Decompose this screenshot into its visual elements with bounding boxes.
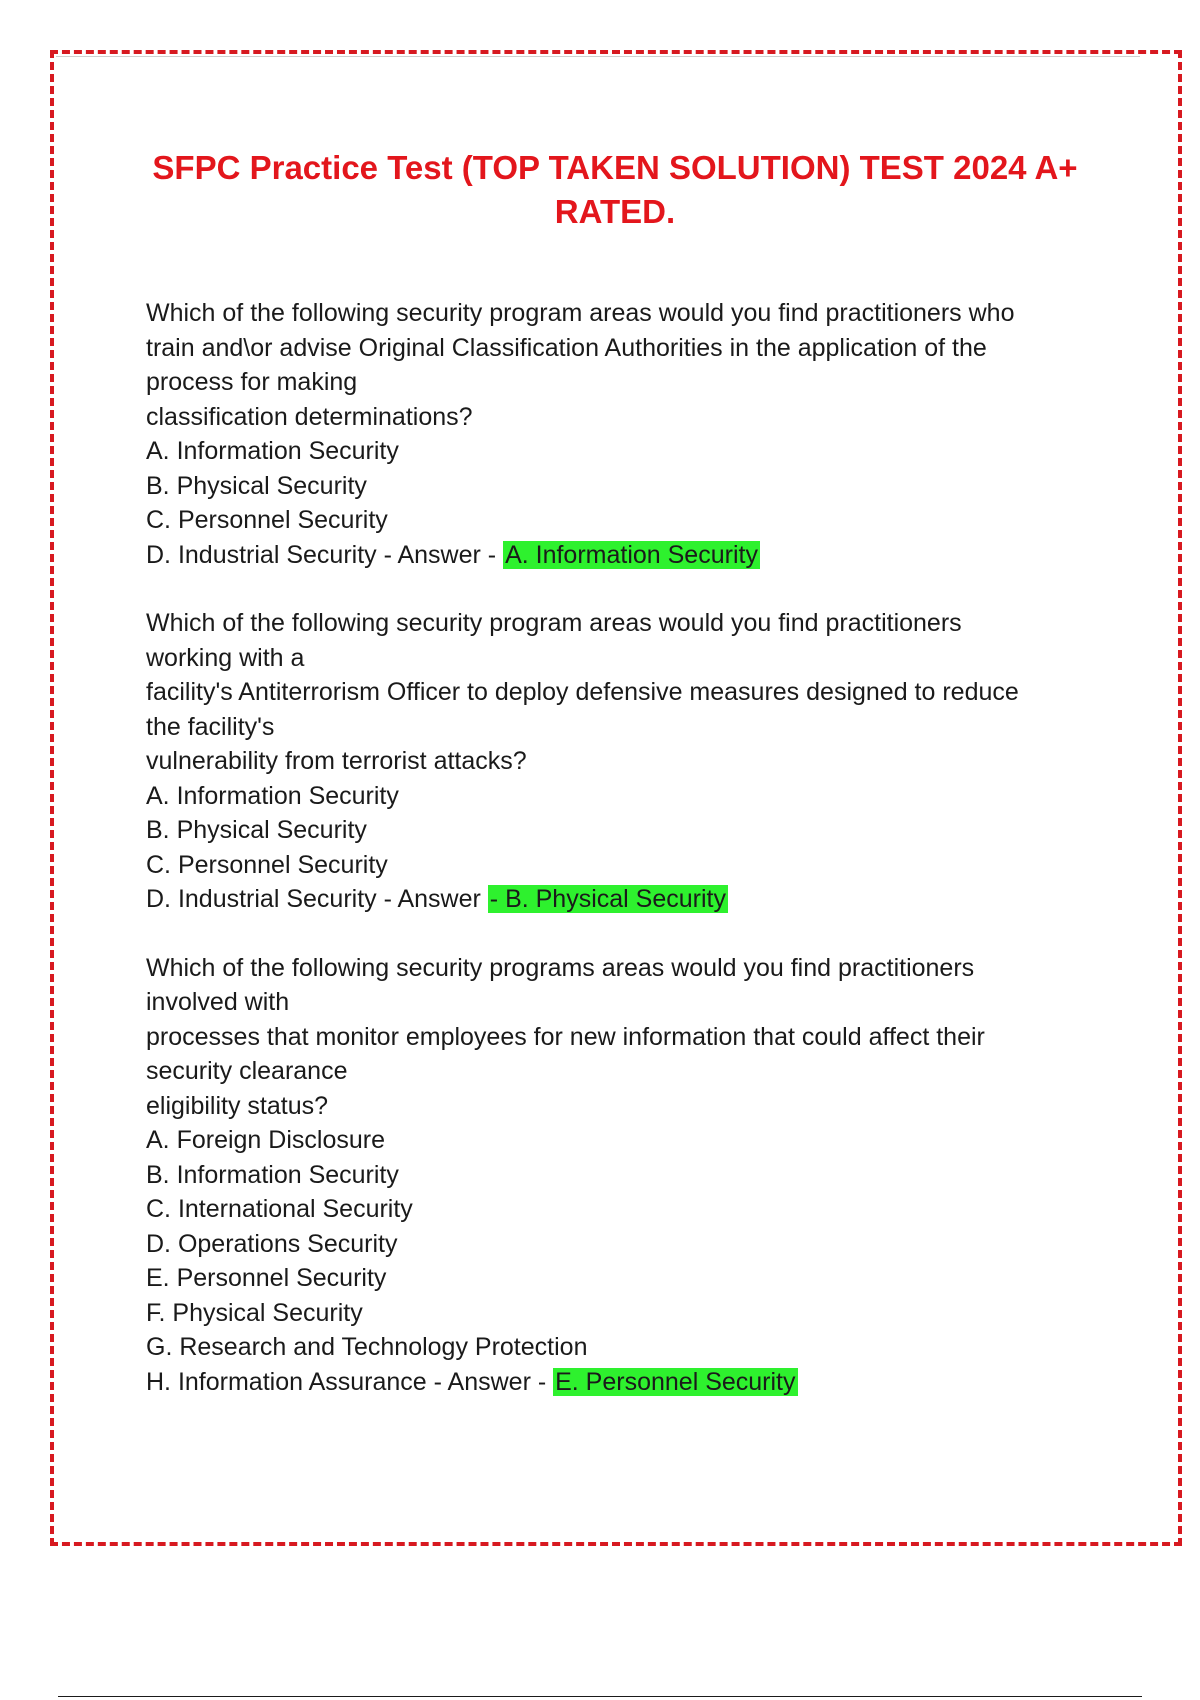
answer-option: C. International Security	[146, 1195, 413, 1223]
question-text-line: classification determinations?	[146, 402, 473, 431]
answer-option: A. Foreign Disclosure	[146, 1126, 385, 1154]
question-text-line: processes that monitor employees for new information that could affect their	[146, 1022, 985, 1051]
question-text-line: the facility's	[146, 712, 275, 741]
answer-highlight: E. Personnel Security	[555, 1367, 796, 1396]
answer-option: B. Physical Security	[146, 816, 367, 844]
answer-line	[146, 538, 1086, 573]
question-text-line: train and\or advise Original Classification Authorities in the application of the	[146, 333, 987, 362]
answer-prefix: D. Industrial Security - Answer -	[146, 540, 504, 569]
question-text-line: process for making	[146, 368, 358, 396]
answer-highlight: - B. Physical Security	[489, 885, 726, 913]
answer-prefix: D. Industrial Security - Answer	[146, 885, 488, 913]
answer-line	[146, 882, 1086, 917]
question-block-3	[146, 951, 1086, 1400]
answer-option: B. Information Security	[146, 1160, 399, 1189]
question-text-line: Which of the following security program areas would you find practitioners who	[146, 299, 1015, 327]
question-text-line: facility's Antiterrorism Officer to deploy defensive measures designed to reduce	[146, 678, 1019, 706]
answer-option: G. Research and Technology Protection	[146, 1333, 588, 1361]
question-text-line: vulnerability from terrorist attacks?	[146, 747, 527, 775]
question-text-line: eligibility status?	[146, 1091, 329, 1120]
answer-option: E. Personnel Security	[146, 1264, 387, 1292]
answer-option: B. Physical Security	[146, 471, 367, 500]
title-line-2: RATED.	[554, 193, 676, 230]
title-line-1: SFPC Practice Test (TOP TAKEN SOLUTION) TEST 2024 A+	[152, 149, 1078, 186]
answer-option: F. Physical Security	[146, 1298, 363, 1327]
question-text-line: security clearance	[146, 1057, 348, 1085]
page-title	[120, 146, 1110, 234]
answer-line	[146, 1365, 1086, 1400]
question-list	[146, 296, 1086, 1433]
question-text-line: Which of the following security program areas would you find practitioners	[146, 609, 962, 637]
answer-prefix: H. Information Assurance - Answer -	[146, 1367, 554, 1396]
top-divider	[56, 56, 1140, 57]
answer-highlight: A. Information Security	[505, 540, 758, 569]
answer-option: A. Information Security	[146, 781, 399, 810]
question-text-line: Which of the following security programs areas would you find practitioners	[146, 953, 975, 982]
answer-option: C. Personnel Security	[146, 506, 388, 534]
answer-option: A. Information Security	[146, 437, 399, 465]
question-block-2	[146, 606, 1086, 917]
question-block-1	[146, 296, 1086, 572]
question-text-line: involved with	[146, 988, 290, 1016]
question-text-line: working with a	[146, 643, 305, 672]
bottom-divider	[58, 1696, 1142, 1697]
answer-option: D. Operations Security	[146, 1229, 398, 1258]
answer-option: C. Personnel Security	[146, 850, 388, 879]
